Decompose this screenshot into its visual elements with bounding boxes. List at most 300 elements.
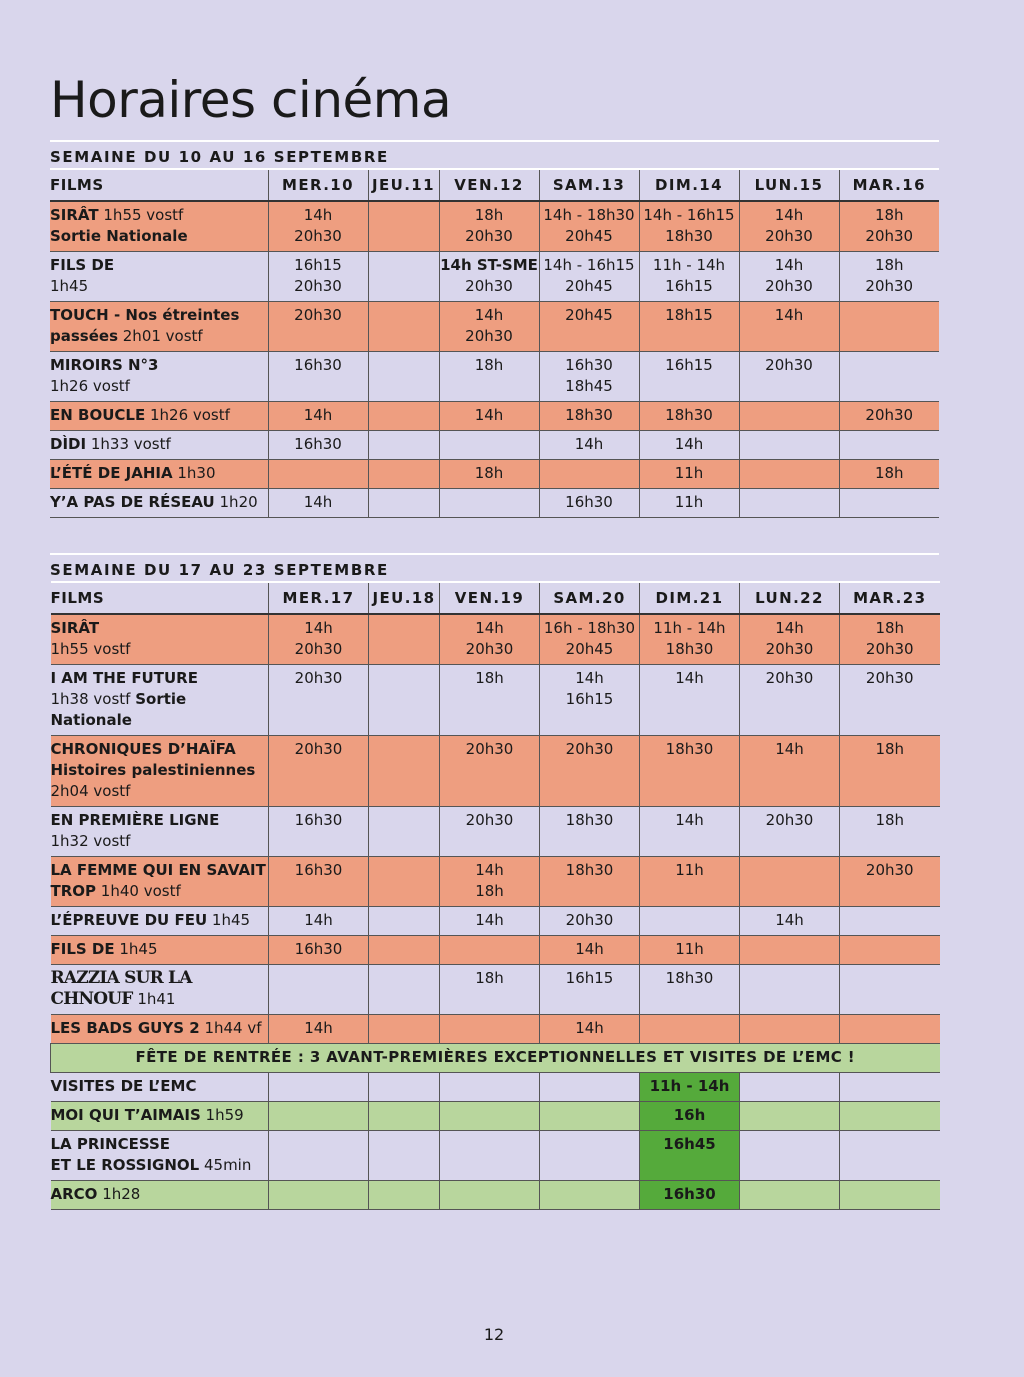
showtime-cell [740, 1181, 840, 1210]
day-column-header: JEU.18 [369, 582, 440, 614]
showtime: 16h15 [565, 690, 614, 708]
showtime-cell [368, 352, 439, 402]
showtime: 18h30 [665, 969, 714, 987]
showtime-cell [439, 489, 539, 518]
film-row [51, 614, 940, 665]
showtime-cell [369, 965, 440, 1015]
film-title-cell [50, 460, 268, 489]
showtime: 20h30 [294, 740, 343, 758]
showtime-cell [739, 460, 839, 489]
showtime: 18h30 [665, 740, 714, 758]
film-info: 1h26 vostf [145, 406, 230, 424]
showtime-cell [539, 302, 639, 352]
showtime: 11h - 14h [649, 1077, 730, 1095]
film-info: 1h45 [207, 911, 251, 929]
showtime-cell [840, 907, 940, 936]
showtime: 20h30 [565, 911, 614, 929]
showtime: 14h [475, 619, 504, 637]
showtime-cell [639, 460, 739, 489]
showtime: 16h30 [294, 356, 342, 374]
film-title: ARCO [50, 1185, 98, 1203]
showtime: 14h [775, 740, 804, 758]
showtime-cell [640, 1102, 740, 1131]
showtime-cell [539, 201, 639, 252]
showtime-cell [739, 201, 839, 252]
showtime-cell [269, 736, 369, 807]
showtime-cell [540, 936, 640, 965]
showtime-cell [268, 402, 368, 431]
showtime: 20h30 [465, 227, 513, 245]
showtime-cell [840, 1181, 940, 1210]
showtime: 20h30 [865, 640, 914, 658]
film-title: SIRÂT [50, 206, 99, 224]
showtime-cell [639, 201, 739, 252]
showtime-cell [440, 907, 540, 936]
showtime-cell [640, 907, 740, 936]
showtime-cell [440, 857, 540, 907]
header-row [50, 169, 939, 201]
film-title: ET LE ROSSIGNOL [50, 1156, 200, 1174]
showtime-cell [739, 402, 839, 431]
film-info: 1h45 [114, 940, 158, 958]
film-title-cell [51, 1181, 269, 1210]
film-title-cell [51, 907, 269, 936]
showtime: 20h30 [465, 811, 514, 829]
day-column-header: MER.10 [268, 169, 368, 201]
header-row [51, 582, 940, 614]
showtime-cell [739, 352, 839, 402]
film-row [50, 431, 939, 460]
film-info: 1h32 vostf [50, 832, 131, 850]
showtime: 14h ST-SME [440, 256, 538, 274]
showtime: 18h [474, 464, 504, 482]
showtime: 14h [304, 619, 333, 637]
showtime: 16h30 [663, 1185, 716, 1203]
showtime: 14h [775, 911, 804, 929]
showtime-cell [269, 1015, 369, 1044]
showtime: 18h [474, 206, 504, 224]
showtime-cell [268, 302, 368, 352]
film-row [50, 201, 939, 252]
day-column-header: SAM.13 [539, 169, 639, 201]
film-row [51, 736, 940, 807]
showtime-cell [540, 1131, 640, 1181]
showtime-cell [840, 857, 940, 907]
showtime-cell [439, 431, 539, 460]
showtime: 16h30 [294, 435, 342, 453]
film-title: Sortie Nationale [50, 690, 187, 729]
film-row [51, 965, 940, 1015]
showtime-cell [540, 614, 640, 665]
showtime-cell [739, 489, 839, 518]
showtime-cell [269, 907, 369, 936]
film-title-cell [51, 1102, 269, 1131]
showtime-cell [740, 1073, 840, 1102]
film-title: LA FEMME QUI EN SAVAIT [50, 861, 266, 879]
showtime: 14h [304, 911, 333, 929]
film-info: 2h01 vostf [118, 327, 203, 345]
page-title: Horaires cinéma [50, 71, 452, 129]
showtime-cell [540, 965, 640, 1015]
showtime-cell [368, 460, 439, 489]
showtime: 20h30 [565, 740, 614, 758]
showtime-cell [369, 665, 440, 736]
showtime: 14h [475, 861, 504, 879]
showtime: 16h30 [565, 493, 613, 511]
event-banner: FÊTE DE RENTRÉE : 3 AVANT-PREMIÈRES EXCEPTIONNELLES ET VISITES DE L’EMC ! [51, 1044, 940, 1073]
film-info: 1h26 vostf [50, 377, 130, 395]
showtime-cell [369, 1102, 440, 1131]
showtime-cell [540, 665, 640, 736]
film-title-cell [51, 965, 269, 1015]
showtime-cell [840, 965, 940, 1015]
week-heading: SEMAINE DU 17 AU 23 SEPTEMBRE [50, 553, 939, 581]
showtime-cell [840, 1015, 940, 1044]
showtime: 14h - 18h30 [543, 206, 635, 224]
showtime-cell [739, 252, 839, 302]
day-column-header: MER.17 [269, 582, 369, 614]
film-info: 1h30 [172, 464, 216, 482]
film-title: Histoires palestiniennes [50, 761, 256, 779]
film-title-cell [50, 431, 268, 460]
showtime-cell [840, 614, 940, 665]
showtime: 18h [475, 669, 504, 687]
film-title: FILS DE [50, 940, 115, 958]
showtime-cell [840, 1073, 940, 1102]
showtime: 18h [875, 619, 905, 637]
showtime: 14h [774, 206, 804, 224]
showtime: 20h30 [865, 227, 914, 245]
day-column-header: JEU.11 [368, 169, 439, 201]
showtime: 20h45 [565, 227, 613, 245]
film-title: FILS DE [50, 256, 115, 274]
event-banner-row [51, 1044, 940, 1073]
film-info: 1h45 [50, 277, 89, 295]
showtime: 20h30 [294, 277, 342, 295]
special-event-row [51, 1102, 940, 1131]
showtime-cell [269, 857, 369, 907]
showtime-cell [269, 665, 369, 736]
showtime-cell [839, 352, 939, 402]
film-row [51, 665, 940, 736]
showtime: 18h [475, 969, 504, 987]
showtime: 11h [675, 940, 704, 958]
showtime: 16h30 [294, 811, 343, 829]
showtime-cell [369, 1073, 440, 1102]
film-row [50, 352, 939, 402]
film-title: VISITES DE L’EMC [50, 1077, 197, 1095]
showtime: 14h [774, 256, 804, 274]
showtime-cell [369, 1131, 440, 1181]
showtime-cell [839, 402, 939, 431]
film-row [50, 402, 939, 431]
film-row [51, 1015, 940, 1044]
showtime: 20h30 [765, 356, 813, 374]
showtime-cell [639, 431, 739, 460]
showtime: 20h30 [294, 227, 342, 245]
showtime-cell [639, 352, 739, 402]
showtime: 11h [674, 464, 704, 482]
showtime-cell [540, 1181, 640, 1210]
showtime-cell [640, 936, 740, 965]
showtime: 20h45 [565, 277, 613, 295]
showtime: 14h - 16h15 [543, 256, 635, 274]
special-event-row [51, 1073, 940, 1102]
showtime: 16h15 [665, 356, 713, 374]
film-info: 1h44 vf [199, 1019, 262, 1037]
film-row [50, 489, 939, 518]
showtime-cell [269, 1073, 369, 1102]
day-column-header: LUN.22 [740, 582, 840, 614]
showtime-cell [368, 402, 439, 431]
showtime-cell [540, 1015, 640, 1044]
showtime: 20h30 [465, 740, 514, 758]
film-info: 1h55 vostf [98, 206, 184, 224]
showtime: 18h [475, 882, 504, 900]
showtime: 20h30 [294, 669, 343, 687]
showtime-cell [440, 665, 540, 736]
showtime: 14h [574, 435, 604, 453]
showtime-cell [640, 665, 740, 736]
film-title-cell [51, 1131, 269, 1181]
showtime-cell [840, 936, 940, 965]
showtime-cell [440, 1181, 540, 1210]
showtime: 14h [575, 669, 604, 687]
film-info: 1h55 vostf [50, 640, 131, 658]
showtime-cell [740, 907, 840, 936]
showtime-cell [440, 1073, 540, 1102]
showtime: 20h30 [294, 640, 343, 658]
week-heading: SEMAINE DU 10 AU 16 SEPTEMBRE [50, 140, 939, 168]
showtime: 11h [675, 861, 704, 879]
showtime-cell [368, 302, 439, 352]
showtime-cell [840, 1102, 940, 1131]
showtime-cell [369, 936, 440, 965]
special-event-row [51, 1131, 940, 1181]
showtime-cell [269, 965, 369, 1015]
film-title: CHRONIQUES D’HAÏFA [50, 740, 236, 758]
day-column-header: MAR.16 [839, 169, 939, 201]
film-title-cell [50, 352, 268, 402]
showtime-cell [268, 431, 368, 460]
showtime: 20h30 [865, 277, 914, 295]
day-column-header: VEN.19 [440, 582, 540, 614]
showtime-cell [840, 1131, 940, 1181]
film-row [50, 302, 939, 352]
week-schedule-2 [50, 553, 939, 1210]
showtime: 18h [875, 811, 905, 829]
showtime-cell [639, 489, 739, 518]
schedule-table [50, 168, 939, 518]
day-column-header: MAR.23 [840, 582, 940, 614]
showtime: 20h30 [294, 306, 342, 324]
film-row [51, 936, 940, 965]
showtime-cell [539, 489, 639, 518]
showtime-cell [269, 1181, 369, 1210]
film-title-cell [50, 201, 268, 252]
showtime: 20h30 [765, 227, 813, 245]
showtime-cell [839, 460, 939, 489]
showtime-cell [268, 460, 368, 489]
showtime-cell [439, 460, 539, 489]
film-title: TROP [50, 882, 97, 900]
film-row [50, 252, 939, 302]
showtime-cell [269, 807, 369, 857]
showtime-cell [369, 1015, 440, 1044]
showtime-cell [439, 402, 539, 431]
showtime-cell [839, 201, 939, 252]
showtime-cell [440, 614, 540, 665]
film-row [50, 460, 939, 489]
film-info: 1h59 [200, 1106, 244, 1124]
showtime: 14h [303, 206, 333, 224]
showtime-cell [539, 402, 639, 431]
showtime: 20h30 [765, 277, 813, 295]
showtime-cell [839, 489, 939, 518]
showtime: 11h [674, 493, 704, 511]
film-info: 1h20 [214, 493, 258, 511]
showtime-cell [740, 1015, 840, 1044]
showtime: 11h - 14h [652, 256, 726, 274]
film-info: 1h41 [132, 990, 176, 1008]
film-title: Sortie Nationale [50, 227, 188, 245]
showtime-cell [539, 352, 639, 402]
film-title: SIRÂT [50, 619, 100, 637]
film-title-cell [51, 736, 269, 807]
film-title: TOUCH - Nos étreintes [50, 306, 240, 324]
film-title: EN PREMIÈRE LIGNE [50, 811, 220, 829]
showtime-cell [740, 936, 840, 965]
showtime: 14h [303, 493, 333, 511]
showtime-cell [839, 431, 939, 460]
film-title-cell [50, 252, 268, 302]
schedule-table [50, 581, 940, 1210]
film-title-cell [51, 857, 269, 907]
showtime-cell [539, 252, 639, 302]
showtime-cell [440, 965, 540, 1015]
showtime: 16h30 [565, 356, 613, 374]
showtime-cell [539, 460, 639, 489]
showtime-cell [740, 807, 840, 857]
films-column-header: FILMS [51, 582, 269, 614]
showtime: 18h30 [565, 861, 614, 879]
showtime: 14h [474, 406, 504, 424]
film-title: passées [50, 327, 118, 345]
film-title-cell [50, 489, 268, 518]
showtime-cell [268, 201, 368, 252]
showtime: 14h [575, 940, 604, 958]
showtime: 16h - 18h30 [543, 619, 636, 637]
film-title-cell [51, 614, 269, 665]
film-title-cell [51, 936, 269, 965]
showtime-cell [540, 907, 640, 936]
showtime-cell [740, 1131, 840, 1181]
day-column-header: VEN.12 [439, 169, 539, 201]
showtime-cell [439, 302, 539, 352]
showtime: 14h [474, 306, 504, 324]
showtime: 18h30 [565, 811, 614, 829]
showtime-cell [439, 252, 539, 302]
showtime-cell [439, 352, 539, 402]
showtime: 20h45 [565, 306, 613, 324]
films-column-header: FILMS [50, 169, 268, 201]
showtime-cell [640, 1131, 740, 1181]
showtime: 20h30 [765, 640, 814, 658]
showtime-cell [369, 614, 440, 665]
week-schedule-1 [50, 140, 939, 518]
film-info: 1h33 vostf [86, 435, 171, 453]
showtime: 16h15 [565, 969, 614, 987]
showtime: 14h - 16h15 [643, 206, 735, 224]
film-info: 2h04 vostf [50, 782, 131, 800]
showtime-cell [440, 936, 540, 965]
showtime-cell [440, 736, 540, 807]
showtime: 18h30 [665, 640, 714, 658]
showtime-cell [369, 807, 440, 857]
showtime: 20h30 [865, 669, 914, 687]
showtime-cell [740, 965, 840, 1015]
film-info: 1h38 vostf [50, 690, 136, 708]
film-title-cell [51, 807, 269, 857]
showtime-cell [269, 936, 369, 965]
showtime: 20h30 [865, 406, 914, 424]
showtime: 18h30 [565, 406, 613, 424]
showtime-cell [269, 1102, 369, 1131]
showtime-cell [540, 857, 640, 907]
showtime-cell [539, 431, 639, 460]
showtime: 16h30 [294, 940, 343, 958]
showtime: 14h [303, 406, 333, 424]
film-title: I AM THE FUTURE [50, 669, 198, 687]
showtime: 14h [775, 619, 804, 637]
showtime: 20h30 [865, 861, 914, 879]
film-title-cell [51, 1073, 269, 1102]
film-title: Y’A PAS DE RÉSEAU [50, 493, 215, 511]
showtime-cell [368, 201, 439, 252]
showtime: 18h30 [665, 227, 713, 245]
showtime: 14h [675, 669, 704, 687]
showtime: 14h [304, 1019, 333, 1037]
showtime-cell [269, 614, 369, 665]
showtime: 20h45 [565, 640, 614, 658]
showtime: 14h [675, 811, 704, 829]
showtime: 18h [875, 740, 905, 758]
film-title: RAZZIA SUR LA CHNOUF [50, 968, 192, 1009]
film-title: EN BOUCLE [50, 406, 146, 424]
showtime-cell [369, 1181, 440, 1210]
showtime: 18h45 [565, 377, 613, 395]
showtime: 16h15 [294, 256, 342, 274]
showtime-cell [640, 965, 740, 1015]
film-info: 1h40 vostf [96, 882, 181, 900]
special-event-row [51, 1181, 940, 1210]
showtime-cell [368, 489, 439, 518]
film-title-cell [51, 1015, 269, 1044]
showtime-cell [639, 302, 739, 352]
showtime: 18h [874, 256, 904, 274]
showtime-cell [640, 1181, 740, 1210]
showtime-cell [440, 1102, 540, 1131]
day-column-header: DIM.14 [639, 169, 739, 201]
showtime-cell [639, 402, 739, 431]
showtime-cell [739, 302, 839, 352]
showtime-cell [540, 1102, 640, 1131]
showtime-cell [368, 252, 439, 302]
film-title: LA PRINCESSE [50, 1135, 171, 1153]
showtime-cell [640, 857, 740, 907]
film-title-cell [51, 665, 269, 736]
showtime-cell [540, 736, 640, 807]
